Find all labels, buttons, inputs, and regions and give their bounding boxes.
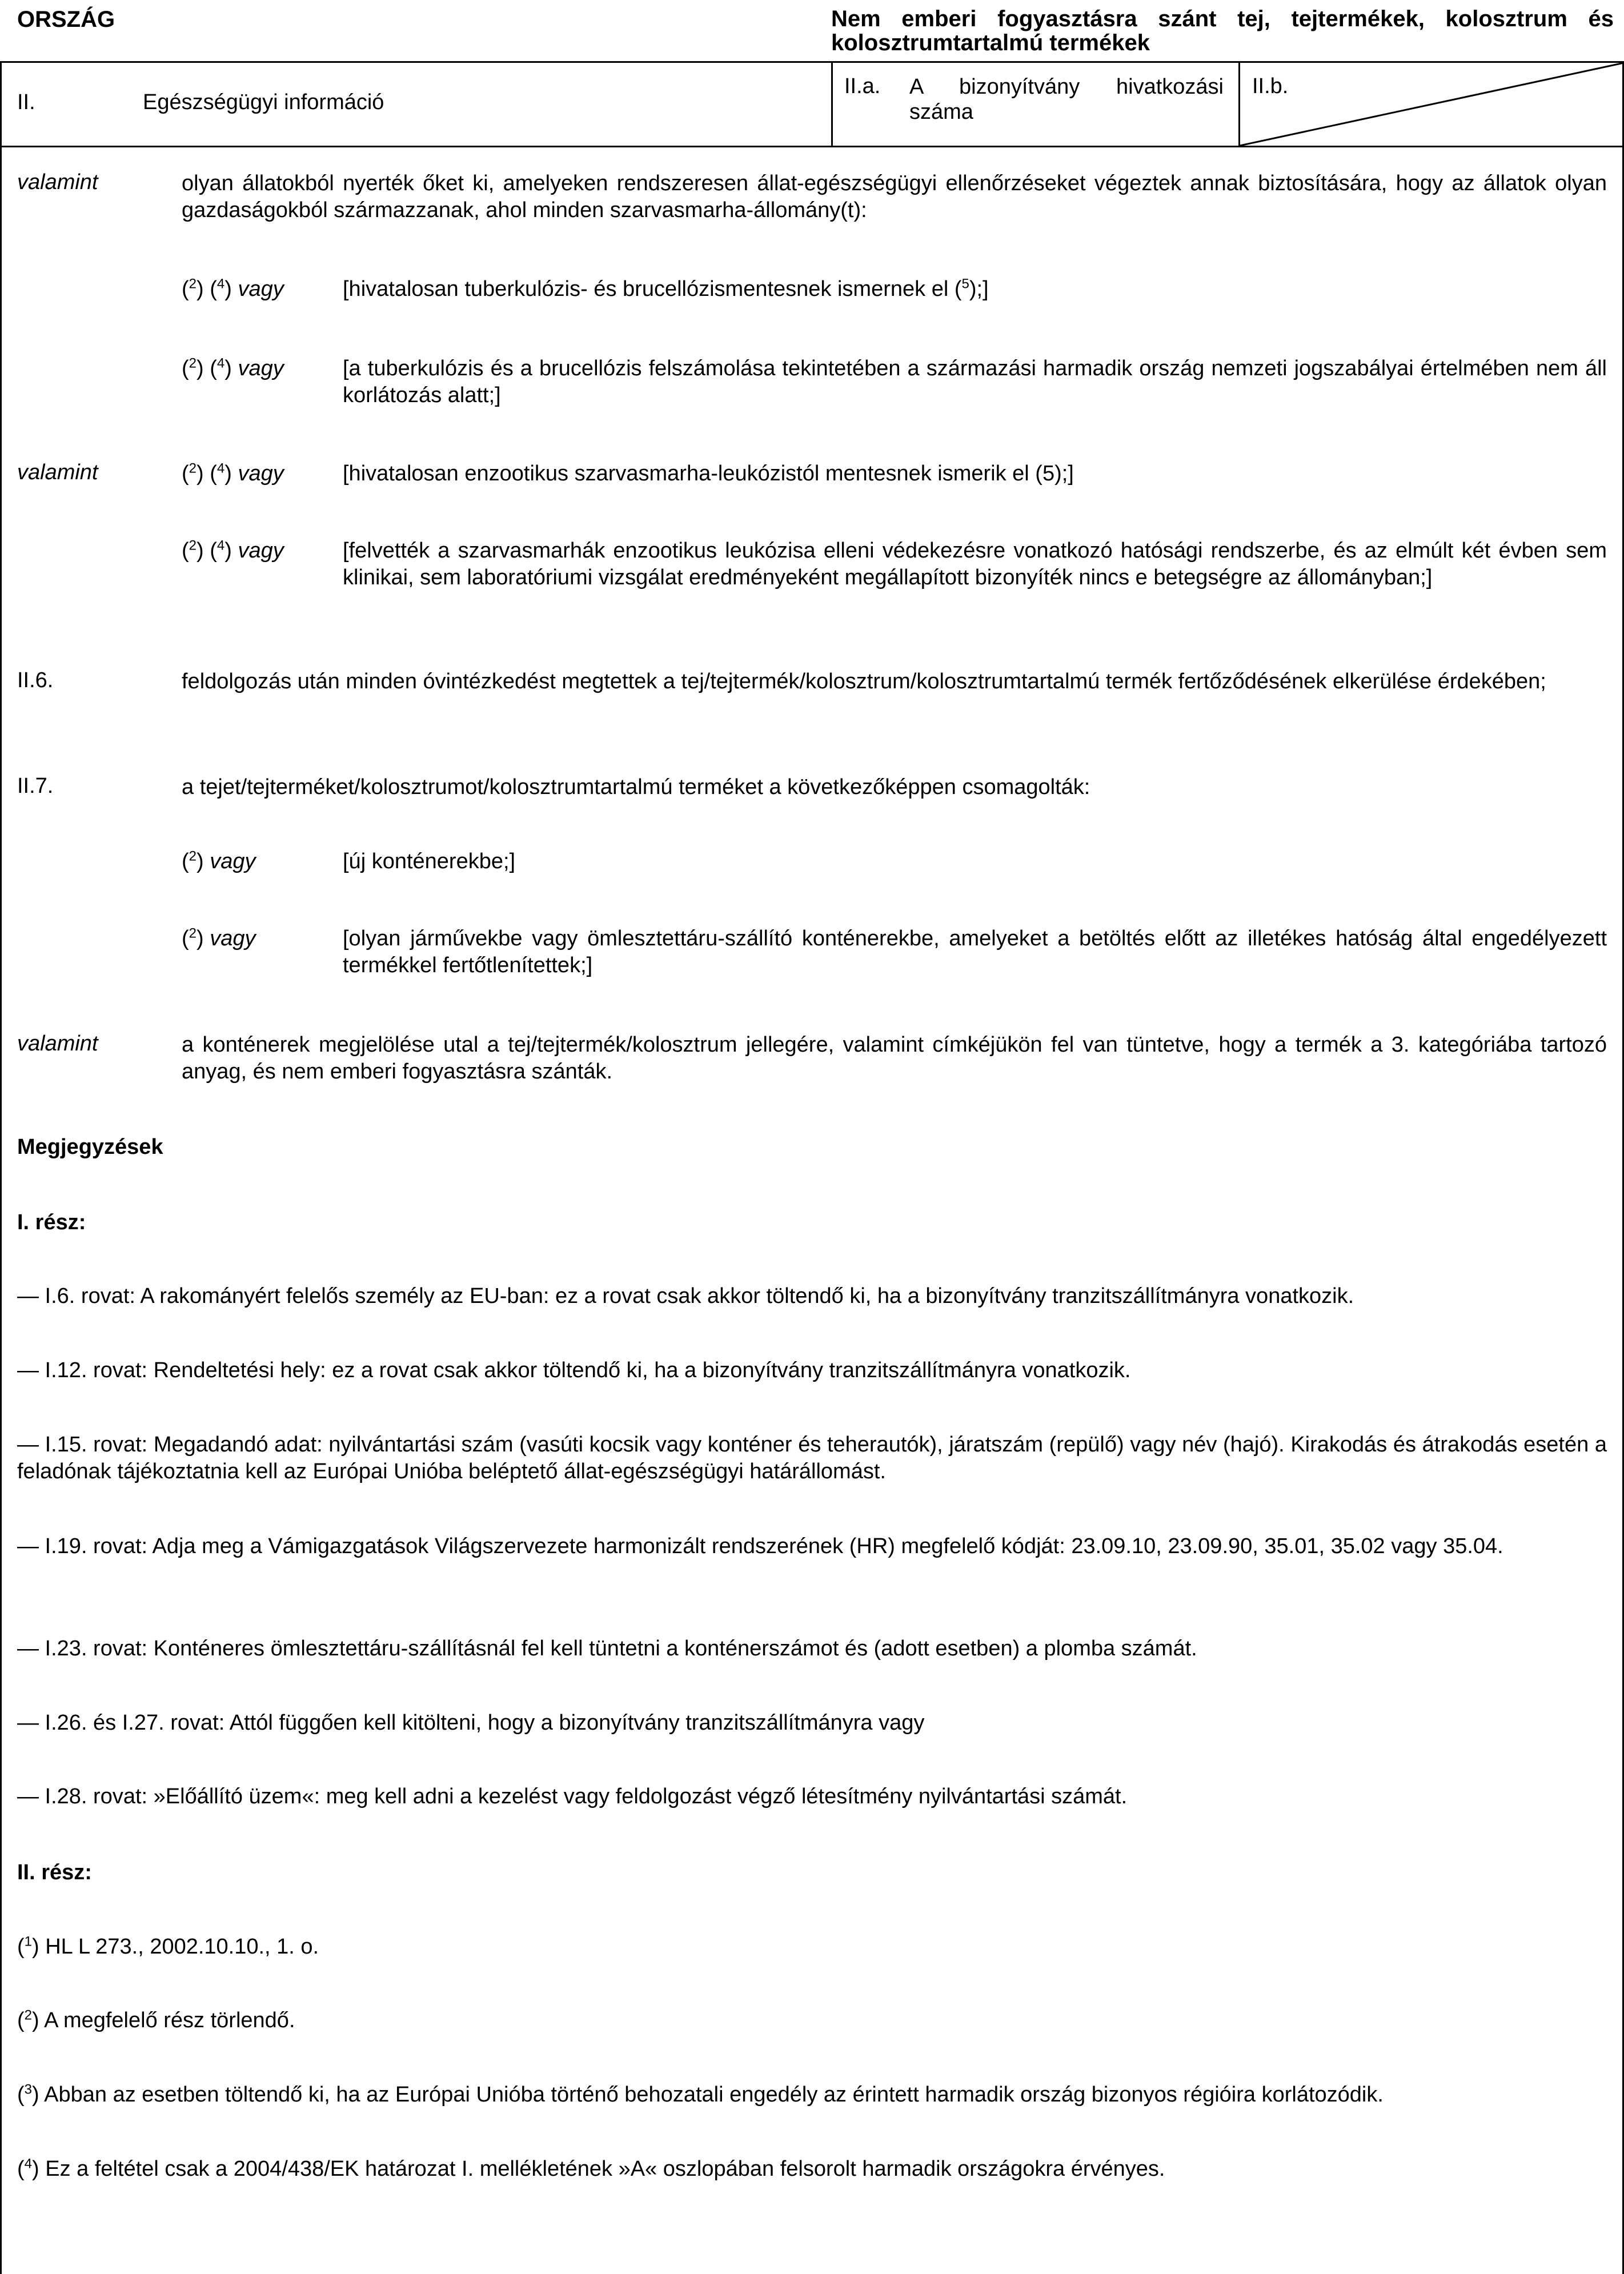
section-ii6-label: II.6. <box>17 668 54 692</box>
country-label: ORSZÁG <box>17 7 115 32</box>
footnote-2: ($^2$) A megfelelő rész törlendő. <box>17 2007 295 2032</box>
option-new-containers: [új konténerekbe;] <box>343 849 516 873</box>
option-marker: ($^2$) vagy <box>182 848 256 873</box>
section-number: II. <box>17 90 35 114</box>
footnote-3: ($^3$) Abban az esetben töltendő ki, ha az Európai Unióba történő behozatali engedély az érintett harmadik ország bizonyos régióira korlátozódik. <box>17 2082 1384 2107</box>
footnote-4: ($^4$) Ez a feltétel csak a 2004/438/EK határozat I. mellékletének »A« oszlopában felsorolt harmadik országokra érvényes. <box>17 2156 1165 2181</box>
notes-part2-heading: II. rész: <box>17 1860 92 1884</box>
note-i6: — I.6. rovat: A rakományért felelős személy az EU-ban: ez a rovat csak akkor töltendő ki, ha a bizonyítvány tranzitszállítmányra vonatkozik. <box>17 1284 1354 1308</box>
note-i12: — I.12. rovat: Rendeltetési hely: ez a rovat csak akkor töltendő ki, ha a bizonyítvány tranzitszállítmányra vonatkozik. <box>17 1358 1131 1382</box>
section-ii7-label: II.7. <box>17 774 54 798</box>
footnote-1: ($^1$) HL L 273., 2002.10.10., 1. o. <box>17 1934 319 1959</box>
notes-part1-heading: I. rész: <box>17 1210 86 1234</box>
option-marker: ($^2$) ($^4$) vagy <box>182 355 284 380</box>
option-marker: ($^2$) ($^4$) vagy <box>182 538 284 563</box>
product-title-line2: kolosztrumtartalmú termékek <box>831 30 1150 55</box>
note-i19: — I.19. rovat: Adja meg a Vámigazgatások Világszervezete harmonizált rendszerének (HR) megfelelő kódját: 23.09.10, 23.09.90, 35.01, 35.02 vagy 35.04. <box>17 1534 1503 1558</box>
note-i28: — I.28. rovat: »Előállító üzem«: meg kell adni a kezelést vagy feldolgozást végző létesítmény nyilvántartási számát. <box>17 1784 1128 1808</box>
ref-label-line1: A bizonyítvány hivatkozási <box>909 75 1224 99</box>
option-leukosis-control: [felvették a szarvasmarhák enzootikus leukózisa elleni védekezésre vonatkozó hatósági rendszerbe, és az elmúlt két évben sem klinikai, sem laboratóriumi vizsgálat eredményeként megállapított bizonyíték nincs e betegségre az állományban;] <box>343 539 1607 589</box>
ref-label-line2: száma <box>909 100 973 124</box>
option-leukosis-free: [hivatalosan enzootikus szarvasmarha-leukózistól mentesnek ismerik el (5);] <box>343 462 1074 486</box>
valamint-label: valamint <box>17 1032 98 1056</box>
note-i15: — I.15. rovat: Megadandó adat: nyilvántartási szám (vasúti kocsik vagy konténer és teherautók), járatszám (repülő) vagy név (hajó). Kirakodás és átrakodás esetén a feladónak tájékoztatnia kell az Európai Unióba beléptető állat-egészségügyi határállomást. <box>17 1433 1607 1483</box>
option-disinfected-vehicles: [olyan járművekbe vagy ömlesztettáru-szállító konténerekbe, amelyeket a betöltés előtt az illetékes hatóság által engedélyezett termékkel fertőtlenítettek;] <box>343 927 1607 977</box>
paragraph-animals: olyan állatokból nyerték őket ki, amelyeken rendszeresen állat-egészségügyi ellenőrzéseket végeztek annak biztosítására, hogy az állatok olyan gazdaságokból származzanak, ahol minden szarvasmarha-állomány(t): <box>182 171 1607 222</box>
iib-label: II.b. <box>1252 74 1289 98</box>
option-marker: ($^2$) vagy <box>182 925 256 950</box>
diagonal-strike-line <box>1240 63 1624 146</box>
option-marker: ($^2$) ($^4$) vagy <box>182 276 284 301</box>
option-tb-free: [hivatalosan tuberkulózis- és brucellózismentesnek ismernek el ($^5$);] <box>343 276 989 301</box>
product-title-line1: Nem emberi fogyasztásra szánt tej, tejtermékek, kolosztrum és <box>831 6 1614 31</box>
note-i23: — I.23. rovat: Konténeres ömlesztettáru-szállításnál fel kell tüntetni a konténerszámot és (adott esetben) a plomba számát. <box>17 1637 1197 1661</box>
valamint-label: valamint <box>17 460 98 484</box>
option-not-restricted: [a tuberkulózis és a brucellózis felszámolása tekintetében a származási harmadik ország nemzeti jogszabályai értelmében nem áll korlátozás alatt;] <box>343 356 1607 407</box>
product-title <box>831 7 1614 55</box>
paragraph-labelling: a konténerek megjelölése utal a tej/tejtermék/kolosztrum jellegére, valamint címkéjükön fel van tüntetve, hogy a termék a 3. kategóriába tartozó anyag, és nem emberi fogyasztásra szánták. <box>182 1033 1607 1084</box>
ref-label <box>909 74 1224 125</box>
section-ii6-text: feldolgozás után minden óvintézkedést megtettek a tej/tejtermék/kolosztrum/kolosztrumtartalmú termék fertőződésének elkerülése érdekében; <box>182 669 1546 693</box>
option-marker: ($^2$) ($^4$) vagy <box>182 460 284 486</box>
note-i26-i27: — I.26. és I.27. rovat: Attól függően kell kitölteni, hogy a bizonyítvány tranzitszállítmányra vagy <box>17 1711 925 1735</box>
section-title: Egészségügyi információ <box>143 90 384 114</box>
notes-title: Megjegyzések <box>17 1135 163 1159</box>
divider <box>831 63 833 146</box>
frame-left-border <box>0 61 2 2274</box>
section-ii7-text: a tejet/tejterméket/kolosztrumot/kolosztrumtartalmú terméket a következőképpen csomagolták: <box>182 775 1090 799</box>
valamint-label: valamint <box>17 170 98 194</box>
ref-number-label: II.a. <box>844 74 881 98</box>
section-header-row <box>0 61 1624 147</box>
